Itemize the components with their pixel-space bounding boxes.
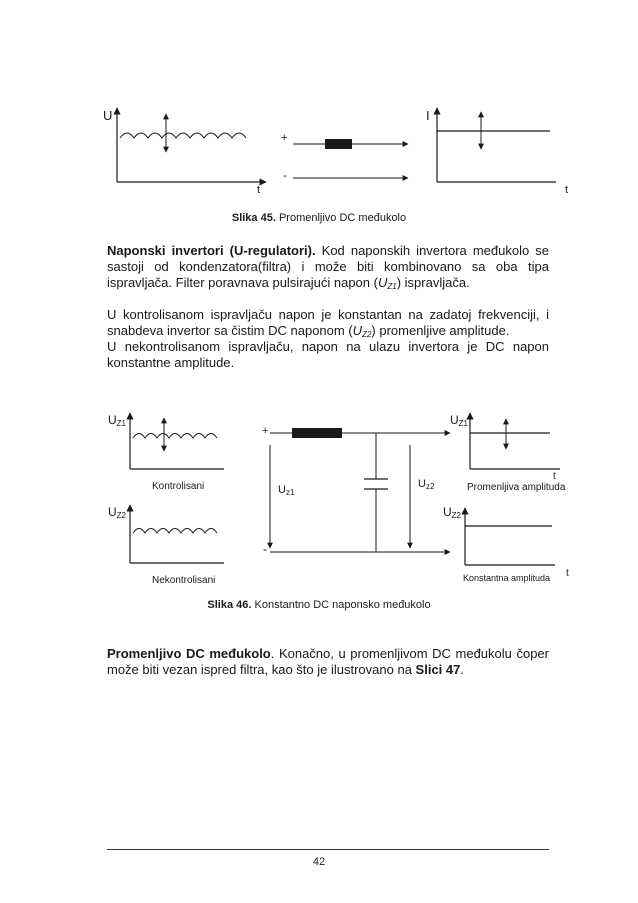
figure-45-diagram	[0, 100, 638, 200]
paragraph1-text-end: ) ispravljača.	[396, 275, 470, 290]
label-constant-amplitude: Konstantna amplituda	[463, 573, 551, 583]
constant-amplitude-graph	[443, 505, 569, 583]
paragraph-voltage-inverters	[107, 243, 549, 295]
current-axis-label: I	[426, 108, 430, 123]
figure-46-caption-text: Konstantno DC naponsko međukolo	[251, 599, 431, 611]
paragraph-uncontrolled-rectifier	[107, 339, 549, 371]
paragraph2-text-end: ) promenljive amplitude.	[371, 323, 510, 338]
label-controlled: Kontrolisani	[152, 481, 205, 492]
figure-45	[0, 100, 638, 200]
figure-46-diagram	[0, 405, 638, 590]
label-uncontrolled: Nekontrolisani	[152, 575, 216, 586]
voltage-graph	[103, 108, 266, 196]
dc-link-inductor	[281, 132, 408, 182]
ripple-waveform	[120, 133, 246, 138]
uz1-mid-label: Uz1	[278, 484, 295, 497]
t-right-bottom: t	[566, 568, 569, 579]
uncontrolled-ripple-waveform	[133, 529, 217, 534]
controlled-ripple-waveform	[133, 434, 217, 439]
fig46-minus-sign: -	[263, 542, 267, 556]
uz2-mid-label: Uz2	[418, 478, 435, 491]
voltage-axis-label: U	[103, 108, 113, 123]
paragraph1-text: Kod naponskih invertora međukolo se sastoji od kondenzatora(filtra) i može biti kombinovano sa oba tipa ispravljača. Filter poravnava pulsirajući napon (	[107, 243, 549, 290]
time-axis-label-2: t	[565, 184, 569, 196]
figure-45-caption-text: Promenljivo DC međukolo	[275, 212, 407, 224]
paragraph3-text: U nekontrolisanom ispravljaču, napon na ulazu invertora je DC napon konstantne amplitude.	[107, 339, 549, 370]
figure-45-caption-number: Slika 45.	[231, 212, 276, 224]
paragraph1-symbol: U	[377, 275, 388, 290]
page-number: 42	[312, 856, 326, 868]
paragraph2-symbol: U	[352, 323, 363, 338]
uz2-right-label: UZ2	[443, 505, 462, 520]
controlled-graph	[108, 413, 224, 492]
paragraph4-heading: Promenljivo DC međukolo	[107, 646, 271, 661]
paragraph1-subscript: Z1	[387, 282, 397, 291]
paragraph4-text: . Konačno, u promenljivom DC međukolu čoper može biti vezan ispred filtra, kao što je ilustrovano na	[107, 646, 549, 677]
plus-sign: +	[281, 132, 288, 144]
time-axis-label-1: t	[257, 184, 261, 196]
paragraph4-figure-reference: Slici 47	[415, 662, 461, 677]
dc-link-circuit	[262, 425, 450, 556]
uz2-left-label: UZ2	[108, 505, 127, 520]
figure-46	[0, 405, 638, 590]
paragraph1-heading: Naponski invertori (U-regulatori).	[107, 243, 316, 258]
t-right-top: t	[553, 471, 556, 482]
uz1-right-label: UZ1	[450, 413, 469, 428]
fig46-plus-sign: +	[262, 425, 269, 437]
minus-sign: -	[283, 168, 287, 182]
paragraph4-text-end: .	[460, 662, 464, 677]
label-variable-amplitude: Promenljiva amplituda	[467, 482, 566, 493]
figure-45-caption	[0, 212, 638, 224]
paragraph2-subscript: Z2	[362, 330, 372, 339]
inductor-symbol-fig46	[292, 428, 342, 438]
uncontrolled-graph	[108, 505, 224, 586]
paragraph2-text: U kontrolisanom ispravljaču napon je konstantan na zadatoj frekvenciji, i snabdeva invertor sa čistim DC naponom (	[107, 307, 549, 338]
inductor-symbol	[325, 139, 352, 149]
figure-46-caption	[0, 599, 638, 611]
current-graph	[426, 108, 568, 196]
paragraph-variable-dc-link	[107, 646, 549, 678]
figure-46-caption-number: Slika 46.	[207, 599, 252, 611]
footer-divider	[107, 849, 549, 850]
paragraph-controlled-rectifier	[107, 307, 549, 343]
uz1-left-label: UZ1	[108, 413, 127, 428]
variable-amplitude-graph	[450, 413, 566, 493]
